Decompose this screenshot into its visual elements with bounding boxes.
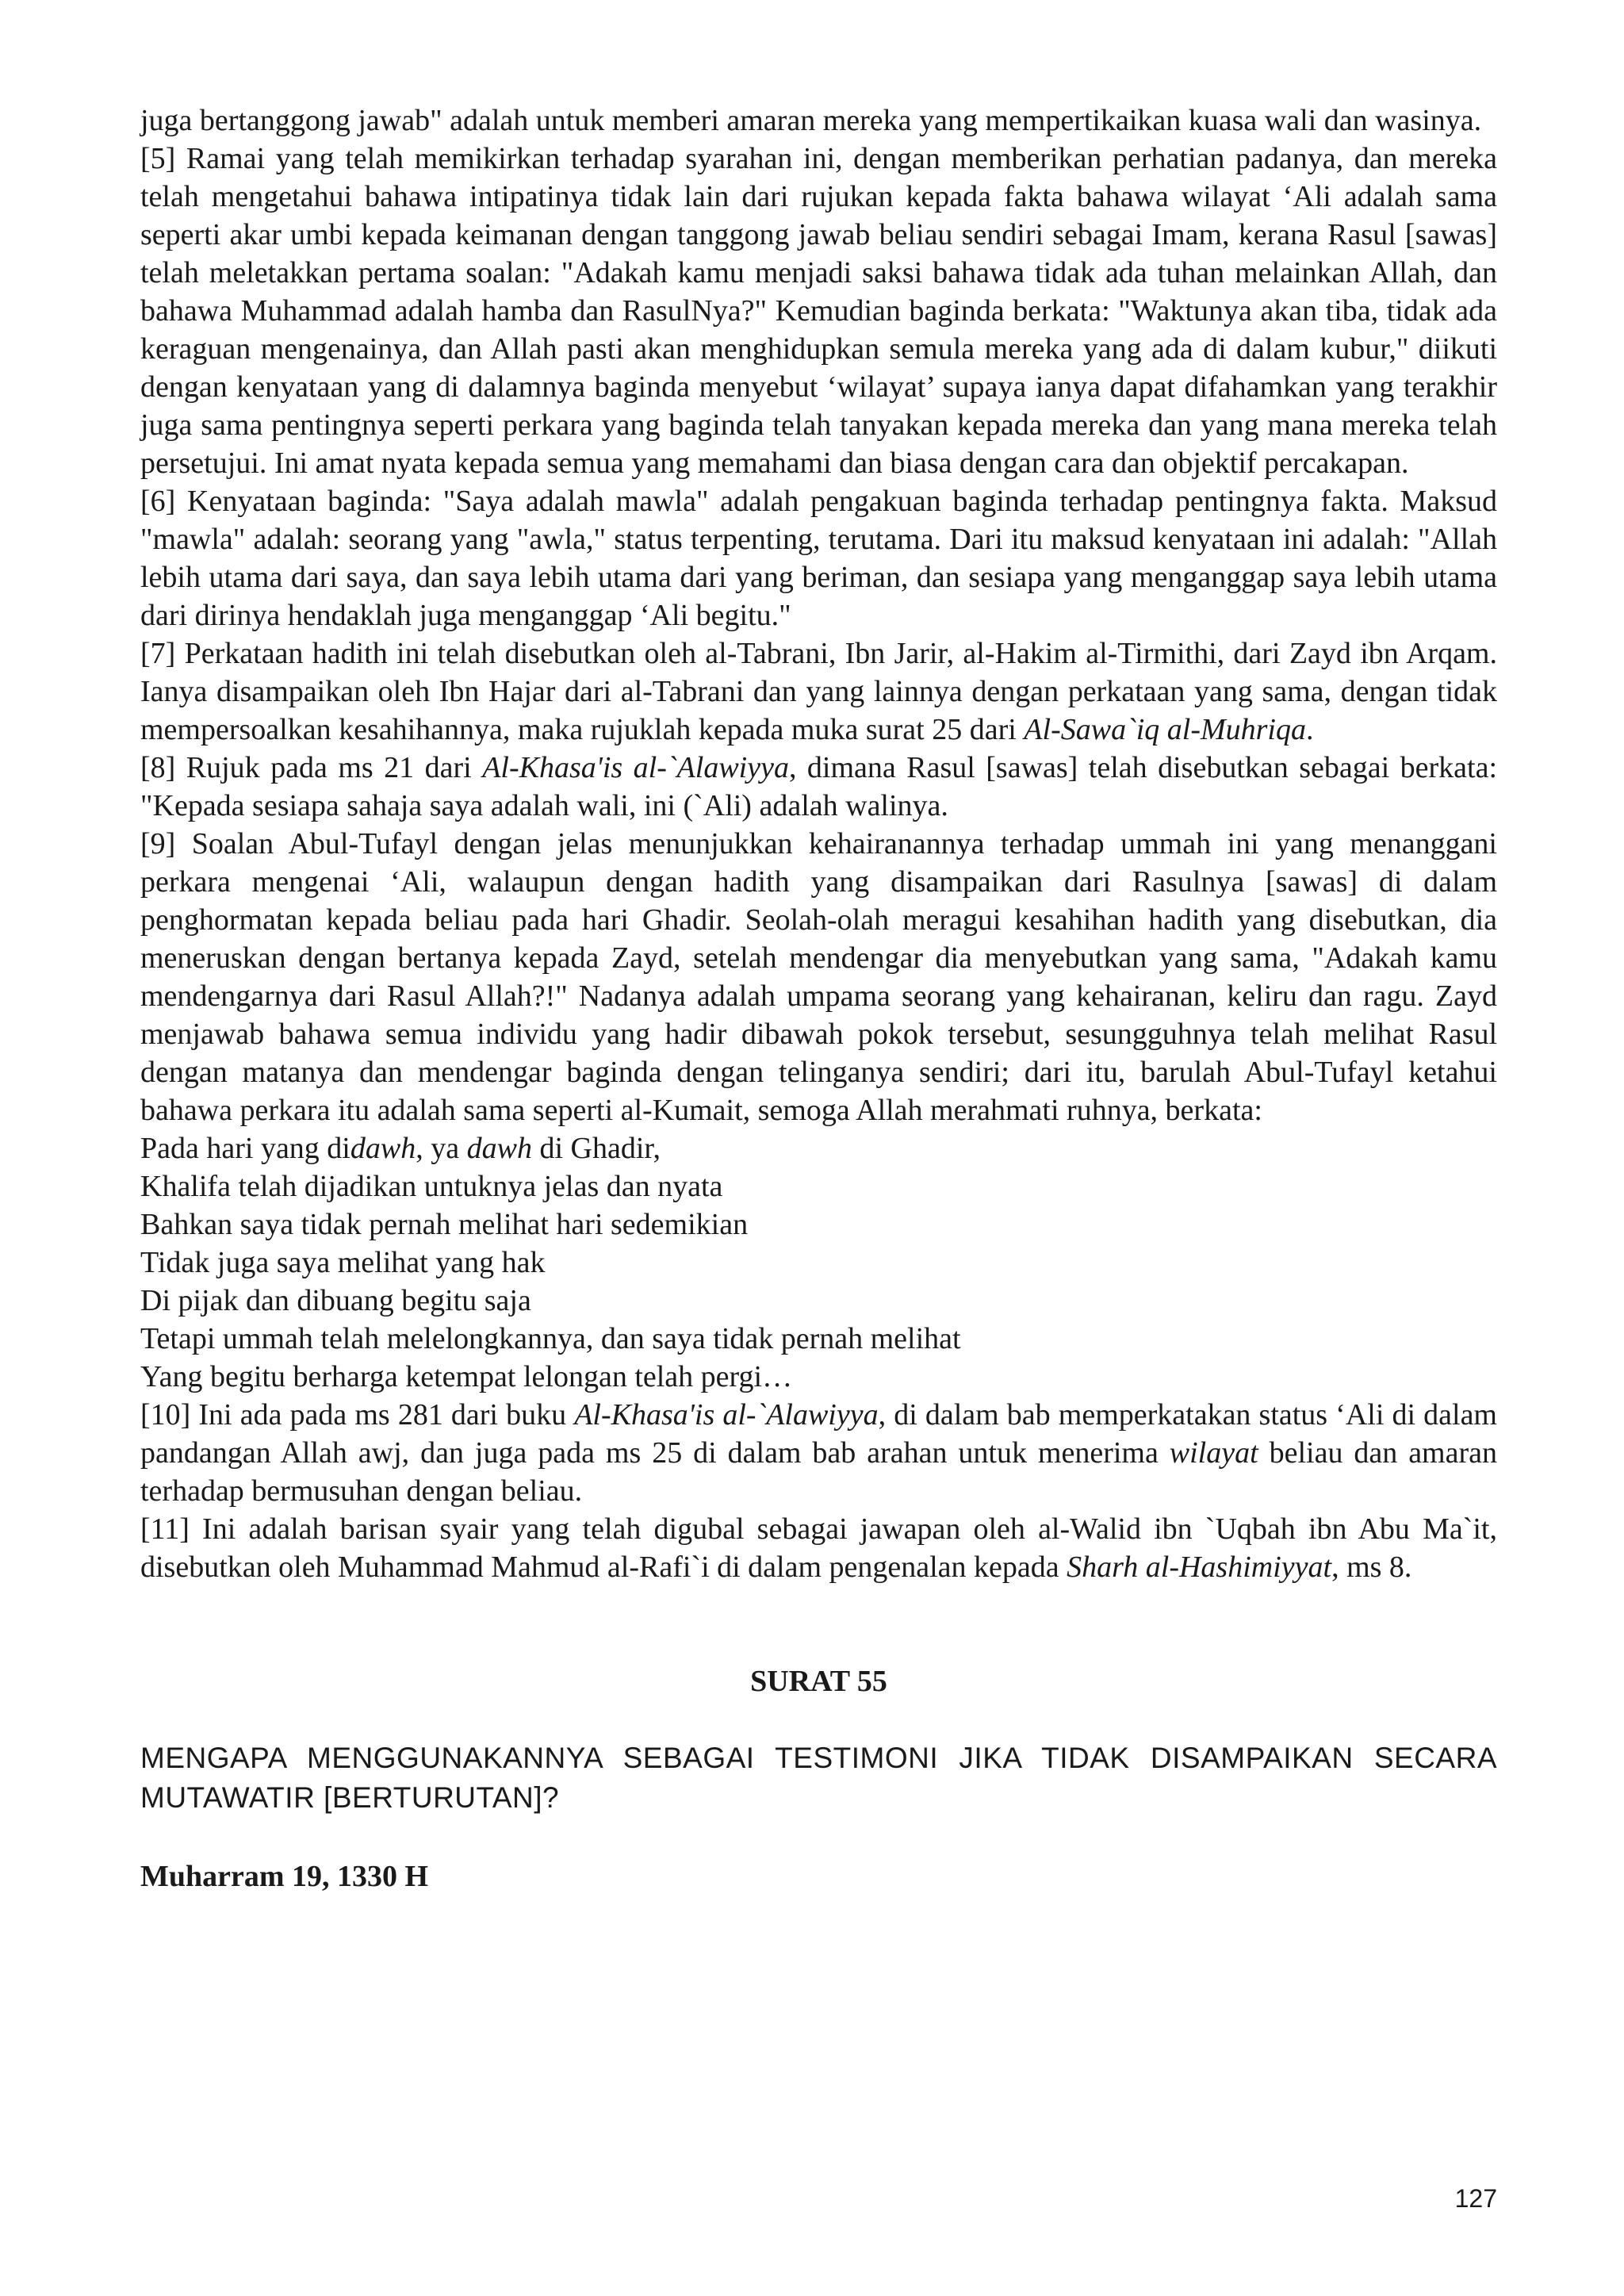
footnote-7 — [140, 634, 1497, 749]
paragraph-text: . — [1306, 713, 1314, 746]
book-title: Sharh al-Hashimiyyat — [1067, 1550, 1332, 1584]
footnote-6 — [140, 482, 1497, 634]
letter-subheading: MENGAPA MENGGUNAKANNYA SEBAGAI TESTIMONI JIKA TIDAK DISAMPAIKAN SECARA MUTAWATIR [BERTURUTAN]? — [140, 1742, 1497, 1814]
book-title: Al-Khasa'is al-`Alawiyya — [482, 751, 789, 784]
paragraph-text: [7] Perkataan hadith ini telah disebutkan oleh al-Tabrani, Ibn Jarir, al-Hakim al-Tirmithi, dari Zayd ibn Arqam. Ianya disampaikan oleh Ibn Hajar dari al-Tabrani dan yang lainnya dengan perkataan yang sama, dengan tidak mempersoalkan kesahihannya, maka rujuklah kepada muka surat 25 dari — [140, 637, 1497, 746]
paragraph-text: [5] Ramai yang telah memikirkan terhadap syarahan ini, dengan memberikan perhatian padanya, dan mereka telah mengetahui bahawa intipatinya tidak lain dari rujukan kepada fakta bahawa wilayat ‘Ali adalah sama seperti akar umbi kepada keimanan dengan tanggong jawab beliau sendiri sebagai Imam, kerana Rasul [sawas] telah meletakkan pertama soalan: "Adakah kamu menjadi saksi bahawa tidak ada tuhan melainkan Allah, dan bahawa Muhammad adalah hamba dan RasulNya?" Kemudian baginda berkata: "Waktunya akan tiba, tidak ada keraguan mengenainya, dan Allah pasti akan menghidupkan semula mereka yang ada di dalam kubur," diikuti dengan kenyataan yang di dalamnya baginda menyebut ‘wilayat’ supaya ianya dapat difahamkan yang terakhir juga sama pentingnya seperti perkara yang baginda telah tanyakan kepada mereka dan yang mana mereka telah persetujui. Ini amat nyata kepada semua yang memahami dan biasa dengan cara dan objektif percakapan. — [140, 142, 1497, 480]
poem-line: Bahkan saya tidak pernah melihat hari sedemikian — [140, 1208, 749, 1241]
footnote-8 — [140, 749, 1497, 825]
paragraph-text: [6] Kenyataan baginda: "Saya adalah mawla" adalah pengakuan baginda terhadap pentingnya fakta. Maksud "mawla" adalah: seorang yang "awla," status terpenting, terutama. Dari itu maksud kenyataan ini adalah: "Allah lebih utama dari saya, dan saya lebih utama dari yang beriman, dan sesiapa yang menganggap saya lebih utama dari dirinya hendaklah juga menganggap ‘Ali begitu." — [140, 485, 1497, 632]
poem-line — [140, 1129, 1497, 1167]
poem-italic: dawh — [350, 1132, 416, 1165]
poem — [140, 1129, 1497, 1396]
poem-italic: dawh — [466, 1132, 532, 1165]
paragraph-text: [10] Ini ada pada ms 281 dari buku — [140, 1398, 575, 1432]
footnote-11 — [140, 1510, 1497, 1586]
letter-heading: SURAT 55 — [750, 1665, 887, 1698]
paragraph-text: [8] Rujuk pada ms 21 dari — [140, 751, 483, 784]
paragraph-text: beliau dan amaran terhadap bermusuhan dengan beliau. — [140, 1436, 1498, 1508]
poem-text: , ya — [416, 1132, 467, 1165]
paragraph-text: , di dalam bab memperkatakan status ‘Ali di dalam pandangan Allah awj, dan juga pada ms 25 di dalam bab arahan untuk menerima — [140, 1398, 1497, 1470]
poem-line: Khalifa telah dijadikan untuknya jelas dan nyata — [140, 1170, 723, 1203]
paragraph-text: [9] Soalan Abul-Tufayl dengan jelas menunjukkan kehairanannya terhadap ummah ini yang menanggani perkara mengenai ‘Ali, walaupun dengan hadith yang disampaikan dari Rasulnya [sawas] di dalam penghormatan kepada beliau pada hari Ghadir. Seolah-olah meragui kesahihan hadith yang disebutkan, dia meneruskan dengan bertanya kepada Zayd, setelah mendengar dia menyebutkan yang sama, "Adakah kamu mendengarnya dari Rasul Allah?!" Nadanya adalah umpama seorang yang kehairanan, keliru dan ragu. Zayd menjawab bahawa semua individu yang hadir dibawah pokok tersebut, sesungguhnya telah melihat Rasul dengan matanya dan mendengar baginda dengan telinganya sendiri; dari itu, barulah Abul-Tufayl ketahui bahawa perkara itu adalah sama seperti al-Kumait, semoga Allah merahmati ruhnya, berkata: — [140, 827, 1497, 1127]
document-page — [140, 102, 1497, 1895]
poem-line: Di pijak dan dibuang begitu saja — [140, 1284, 531, 1317]
poem-text: Pada hari yang di — [140, 1132, 350, 1165]
paragraph-text: , dimana Rasul [sawas] telah disebutkan sebagai berkata: "Kepada sesiapa sahaja saya adalah wali, ini (`Ali) adalah walinya. — [140, 751, 1498, 822]
footnote-10 — [140, 1396, 1497, 1510]
poem-line: Yang begitu berharga ketempat lelongan telah pergi… — [140, 1360, 793, 1393]
footnote-5 — [140, 140, 1497, 482]
footnote-continuation — [140, 102, 1497, 140]
italic-term: wilayat — [1169, 1436, 1258, 1470]
letter-date: Muharram 19, 1330 H — [140, 1860, 429, 1893]
footnote-9 — [140, 825, 1497, 1129]
page-number: 127 — [1454, 2184, 1497, 2213]
paragraph-text: , ms 8. — [1331, 1550, 1412, 1584]
poem-line: Tidak juga saya melihat yang hak — [140, 1246, 546, 1279]
poem-text: di Ghadir, — [531, 1132, 661, 1165]
book-title: Al-Khasa'is al-`Alawiyya — [574, 1398, 879, 1432]
book-title: Al-Sawa`iq al-Muhriqa — [1024, 713, 1306, 746]
paragraph-text: juga bertanggong jawab" adalah untuk memberi amaran mereka yang mempertikaikan kuasa wali dan wasinya. — [140, 104, 1482, 137]
paragraph-text: [11] Ini adalah barisan syair yang telah digubal sebagai jawapan oleh al-Walid ibn `Uqbah ibn Abu Ma`it, disebutkan oleh Muhammad Mahmud al-Rafi`i di dalam pengenalan kepada — [140, 1512, 1497, 1584]
poem-line: Tetapi ummah telah melelongkannya, dan saya tidak pernah melihat — [140, 1322, 961, 1355]
